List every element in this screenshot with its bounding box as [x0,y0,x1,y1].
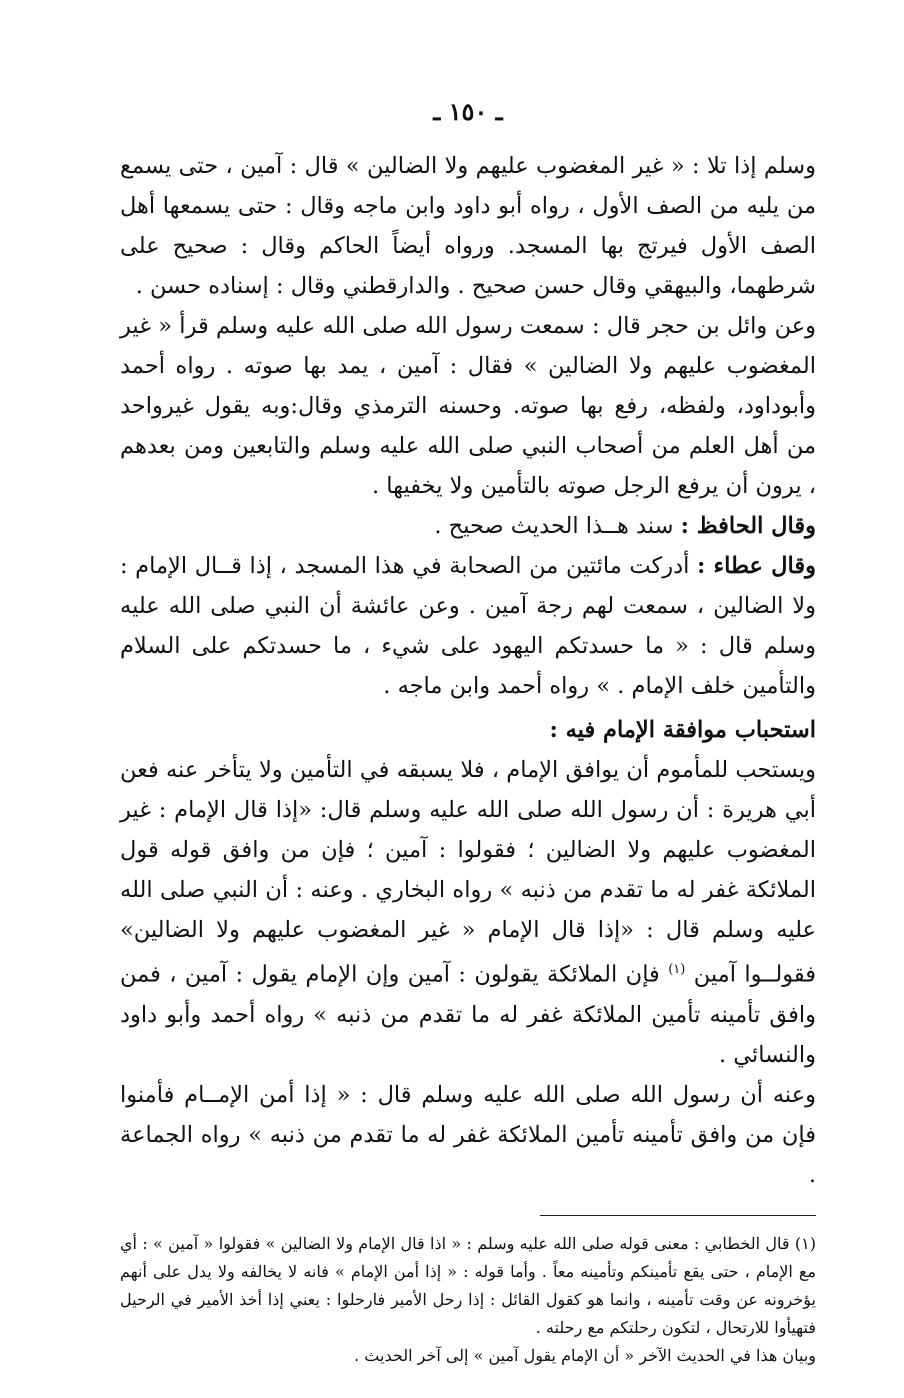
ata-lead: وقال عطاء : [696,553,816,579]
footnote: (١) قال الخطابي : معنى قوله صلى الله عليه وسلم : « اذا قال الإمام ولا الضالين » فقولوا « آمين » : أي مع الإمام ، حتى يقع تأمينكم وتأمينه معاً . وأما قوله : « إذا أمن الإمام » فانه لا يخالفه ولا يدل على أنهم يؤخرونه عن وقت تأمينه ، وانما هو كقول القائل : إذا رحل الأمير فارحلوا : يعني إذا أخذ الأمير في الرحيل فتهيأوا للارتحال ، لتكون رحلتكم مع رحلته . [120,1233,817,1337]
ata-paragraph [120,546,816,706]
paragraph-part: ويستحب للمأموم أن يوافق الإمام ، فلا يسبقه في التأمين ولا يتأخر عنه فعن أبي هريرة : أن رسول الله صلى الله عليه وسلم قال: «إذا قال الإمام : غير المغضوب عليهم ولا الضالين ؛ فقولوا : آمين ؛ فإن من وافق قوله قول الملائكة غفر له ما تقدم من ذنبه » رواه البخاري . وعنه : أن النبي صلى الله عليه وسلم قال : «إذا قال الإمام « غير المغضوب عليهم ولا الضالين» فقولــوا آمين [120,757,816,988]
paragraph: وعنه أن رسول الله صلى الله عليه وسلم قال : « إذا أمن الإمــام فأمنوا فإن من وافق تأمينه تأمين الملائكة غفر له ما تقدم من ذنبه » رواه الجماعة . [120,1081,816,1188]
ata-text: أدركت مائتين من الصحابة في هذا المسجد ، إذا قــال الإمام : ولا الضالين ، سمعت لهم رجة آمين . وعن عائشة أن النبي صلى الله عليه وسلم قال : « ما حسدتكم اليهود على شيء ، ما حسدتكم على السلام والتأمين خلف الإمام . » رواه أحمد وابن ماجه . [120,553,816,699]
hafiz-lead: وقال الحافظ : [680,513,816,539]
paragraph [120,750,816,1075]
paragraph: وعن وائل بن حجر قال : سمعت رسول الله صلى الله عليه وسلم قرأ « غير المغضوب عليهم ولا الضالين » فقال : آمين ، يمد بها صوته . رواه أحمد وأبوداود، ولفظه، رفع بها صوته. وحسنه الترمذي وقال:وبه يقول غيرواحد من أهل العلم من أصحاب النبي صلى الله عليه وسلم والتابعين ومن بعدهم ، يرون أن يرفع الرجل صوته بالتأمين ولا يخفيها . [120,313,816,499]
footnote: وبيان هذا في الحديث الآخر « أن الإمام يقول آمين » إلى آخر الحديث . [354,1345,816,1365]
paragraph: وسلم إذا تلا : « غير المغضوب عليهم ولا الضالين » قال : آمين ، حتى يسمع من يليه من الصف الأول ، رواه أبو داود وابن ماجه وقال : حتى يسمعها أهل الصف الأول فيرتج بها المسجد. ورواه أيضاً الحاكم وقال : صحيح على شرطهما، والبيهقي وقال حسن صحيح . والدارقطني وقال : إسناده حسن . [120,153,816,299]
page-number: ـ ١٥٠ ـ [433,97,503,126]
footnote-divider [540,1215,816,1216]
hafiz-text: سند هــذا الحديث صحيح . [434,513,681,539]
section-heading: استحباب موافقة الإمام فيه : [549,717,816,743]
main-text [120,146,816,1195]
footnotes [120,1230,816,1370]
paragraph-part: فإن الملائكة يقولون : آمين وإن الإمام يقول : آمين ، فمن وافق تأمينه تأمين الملائكة غفر له ما تقدم من ذنبه » رواه أحمد وأبو داود والنسائي . [120,961,816,1068]
hafiz-paragraph [120,506,816,546]
footnote-marker: (١) [668,962,686,977]
